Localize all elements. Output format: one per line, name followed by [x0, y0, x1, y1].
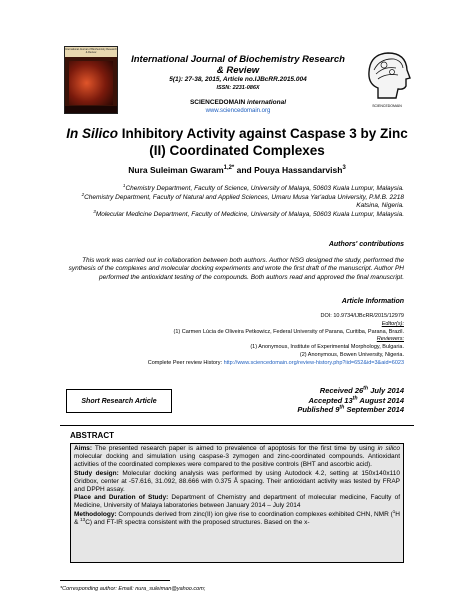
publisher-name-prefix: SCIENCEDOMAIN [189, 99, 246, 106]
article-type-badge: Short Research Article [66, 389, 172, 413]
paper-title [60, 125, 414, 159]
editor: (1) Carmen Lúcia de Oliveira Petkowicz, Federal University of Parana, Curitiba, Parana, Brazil. [173, 328, 404, 335]
doi: DOI: 10.9734/IJBcRR/2015/12979 [320, 313, 404, 319]
author-superscript: 3 [342, 165, 346, 172]
publisher-name [128, 99, 348, 106]
author-superscript: 1,2* [223, 165, 235, 172]
affiliation: $^2$Chemistry Department, Faculty of Natural and Applied Sciences, Umaru Musa Yar'adua University, P.M.B. 2218 Katsina, Nigeria. [81, 191, 404, 210]
reviewer: (2) Anonymous, Bowen University, Nigeria. [299, 351, 404, 358]
journal-volume-line: 5(1): 27-38, 2015, Article no.IJBcRR.2015.004 [169, 76, 307, 83]
reviewer: (1) Anonymous, Institute of Experimental Morphology, Bulgaria. [250, 344, 404, 351]
abstract-aims: Aims: The presented research paper is aimed to prevalence of apoptosis for the first time by using in silico molecular docking and simulation using caspase-3 zymogen and zinc-coordinated compounds. Antioxidant activities of the coordinated complexes were compared to the positive controls (BHT and ascorbic acid). [74, 445, 400, 468]
received-date: Received 26th July 2014 [319, 385, 404, 395]
publisher-name-suffix: international [247, 99, 287, 106]
author-name: Pouya Hassandarvish [254, 165, 343, 175]
accepted-date: Accepted 13th August 2014 [308, 395, 404, 405]
author-name: Nura Suleiman Gwaram [128, 165, 224, 175]
peer-review-history-link[interactable]: http://www.sciencedomain.org/review-history.php?iid=652&id=3&aid=6023 [223, 359, 404, 366]
cover-footer [65, 106, 117, 113]
affiliation: $^1$Chemistry Department, Faculty of Science, University of Malaya, 50603 Kuala Lumpur, Malaysia. [122, 182, 404, 192]
article-info [60, 313, 404, 368]
article-dates [220, 386, 404, 415]
contributions-text: This work was carried out in collaboration between both authors. Author NSG designed the study, performed the synthesis of the complexes and molecular docking experiments and wrote the first draft of the manuscript. Author PH performed the antioxidant testing of the compounds. Both authors read and approved the final manuscript. [68, 257, 404, 281]
abstract-place-duration: Place and Duration of Study: Department of Chemistry and department of molecular medicine, Faculty of Medicine, University of Malaya laboratories between January 2014 – July 2014 [74, 494, 400, 510]
affiliation: $^3$Molecular Medicine Department, Faculty of Medicine, University of Malaya, 50603 Kuala Lumpur, Malaysia. [93, 208, 404, 218]
peer-review-history: Complete Peer review History: http://www.sciencedomain.org/review-history.php?iid=652&id=3&aid=6023 [147, 359, 404, 366]
article-info-heading: Article Information [341, 298, 404, 305]
abstract-heading: ABSTRACT [70, 431, 114, 440]
reviewers-label: Reviewers: [376, 336, 404, 343]
divider [60, 425, 414, 426]
author-list [60, 165, 414, 175]
cover-art [69, 61, 113, 105]
abstract-box [70, 443, 404, 563]
footnote-divider [60, 580, 170, 581]
paper-title-rest: Inhibitory Activity against Caspase 3 by Zinc (II) Coordinated Complexes [117, 126, 408, 158]
abstract-study-design: Study design: Molecular docking analysis was performed by using Autodock 4.2, setting at 150x140x110 Gridbox, center at -57.616, 31.092, 88.666 with 0.375 Å spacing. Their antioxidant activity was tested by FRAP and DPPH assay. [74, 469, 400, 493]
editor-label: Editor(s): [381, 320, 404, 327]
publisher-logo-text: SCIENCEDOMAIN [372, 104, 402, 108]
abstract-methodology: Methodology: Compounds derived from zinc(II) ion give rise to coordination complexes exhibited CHN, NMR ($^1$H & $^{13}$C) and FT-IR spectra consistent with the proposed structures. Based on the x- [74, 509, 400, 527]
cover-title: International Journal of Biochemistry Research & Review [65, 48, 117, 54]
corresponding-author-footnote: *Corresponding author: Email: nura_suleiman@yahoo.com; [60, 586, 206, 592]
publisher-logo-icon [360, 46, 414, 102]
paper-title-italic: In Silico [66, 126, 118, 141]
affiliations [60, 182, 404, 219]
contributions-heading: Authors' contributions [328, 241, 404, 248]
cover-title-bar [65, 47, 117, 57]
published-date: Published 9th September 2014 [297, 404, 404, 414]
journal-issn: ISSN: 2231-086X [216, 85, 260, 91]
journal-name: International Journal of Biochemistry Research & Review [131, 54, 345, 76]
publisher-url-link[interactable]: www.sciencedomain.org [205, 108, 271, 114]
author-conjunction: and [234, 165, 255, 175]
journal-cover-image [64, 46, 118, 114]
